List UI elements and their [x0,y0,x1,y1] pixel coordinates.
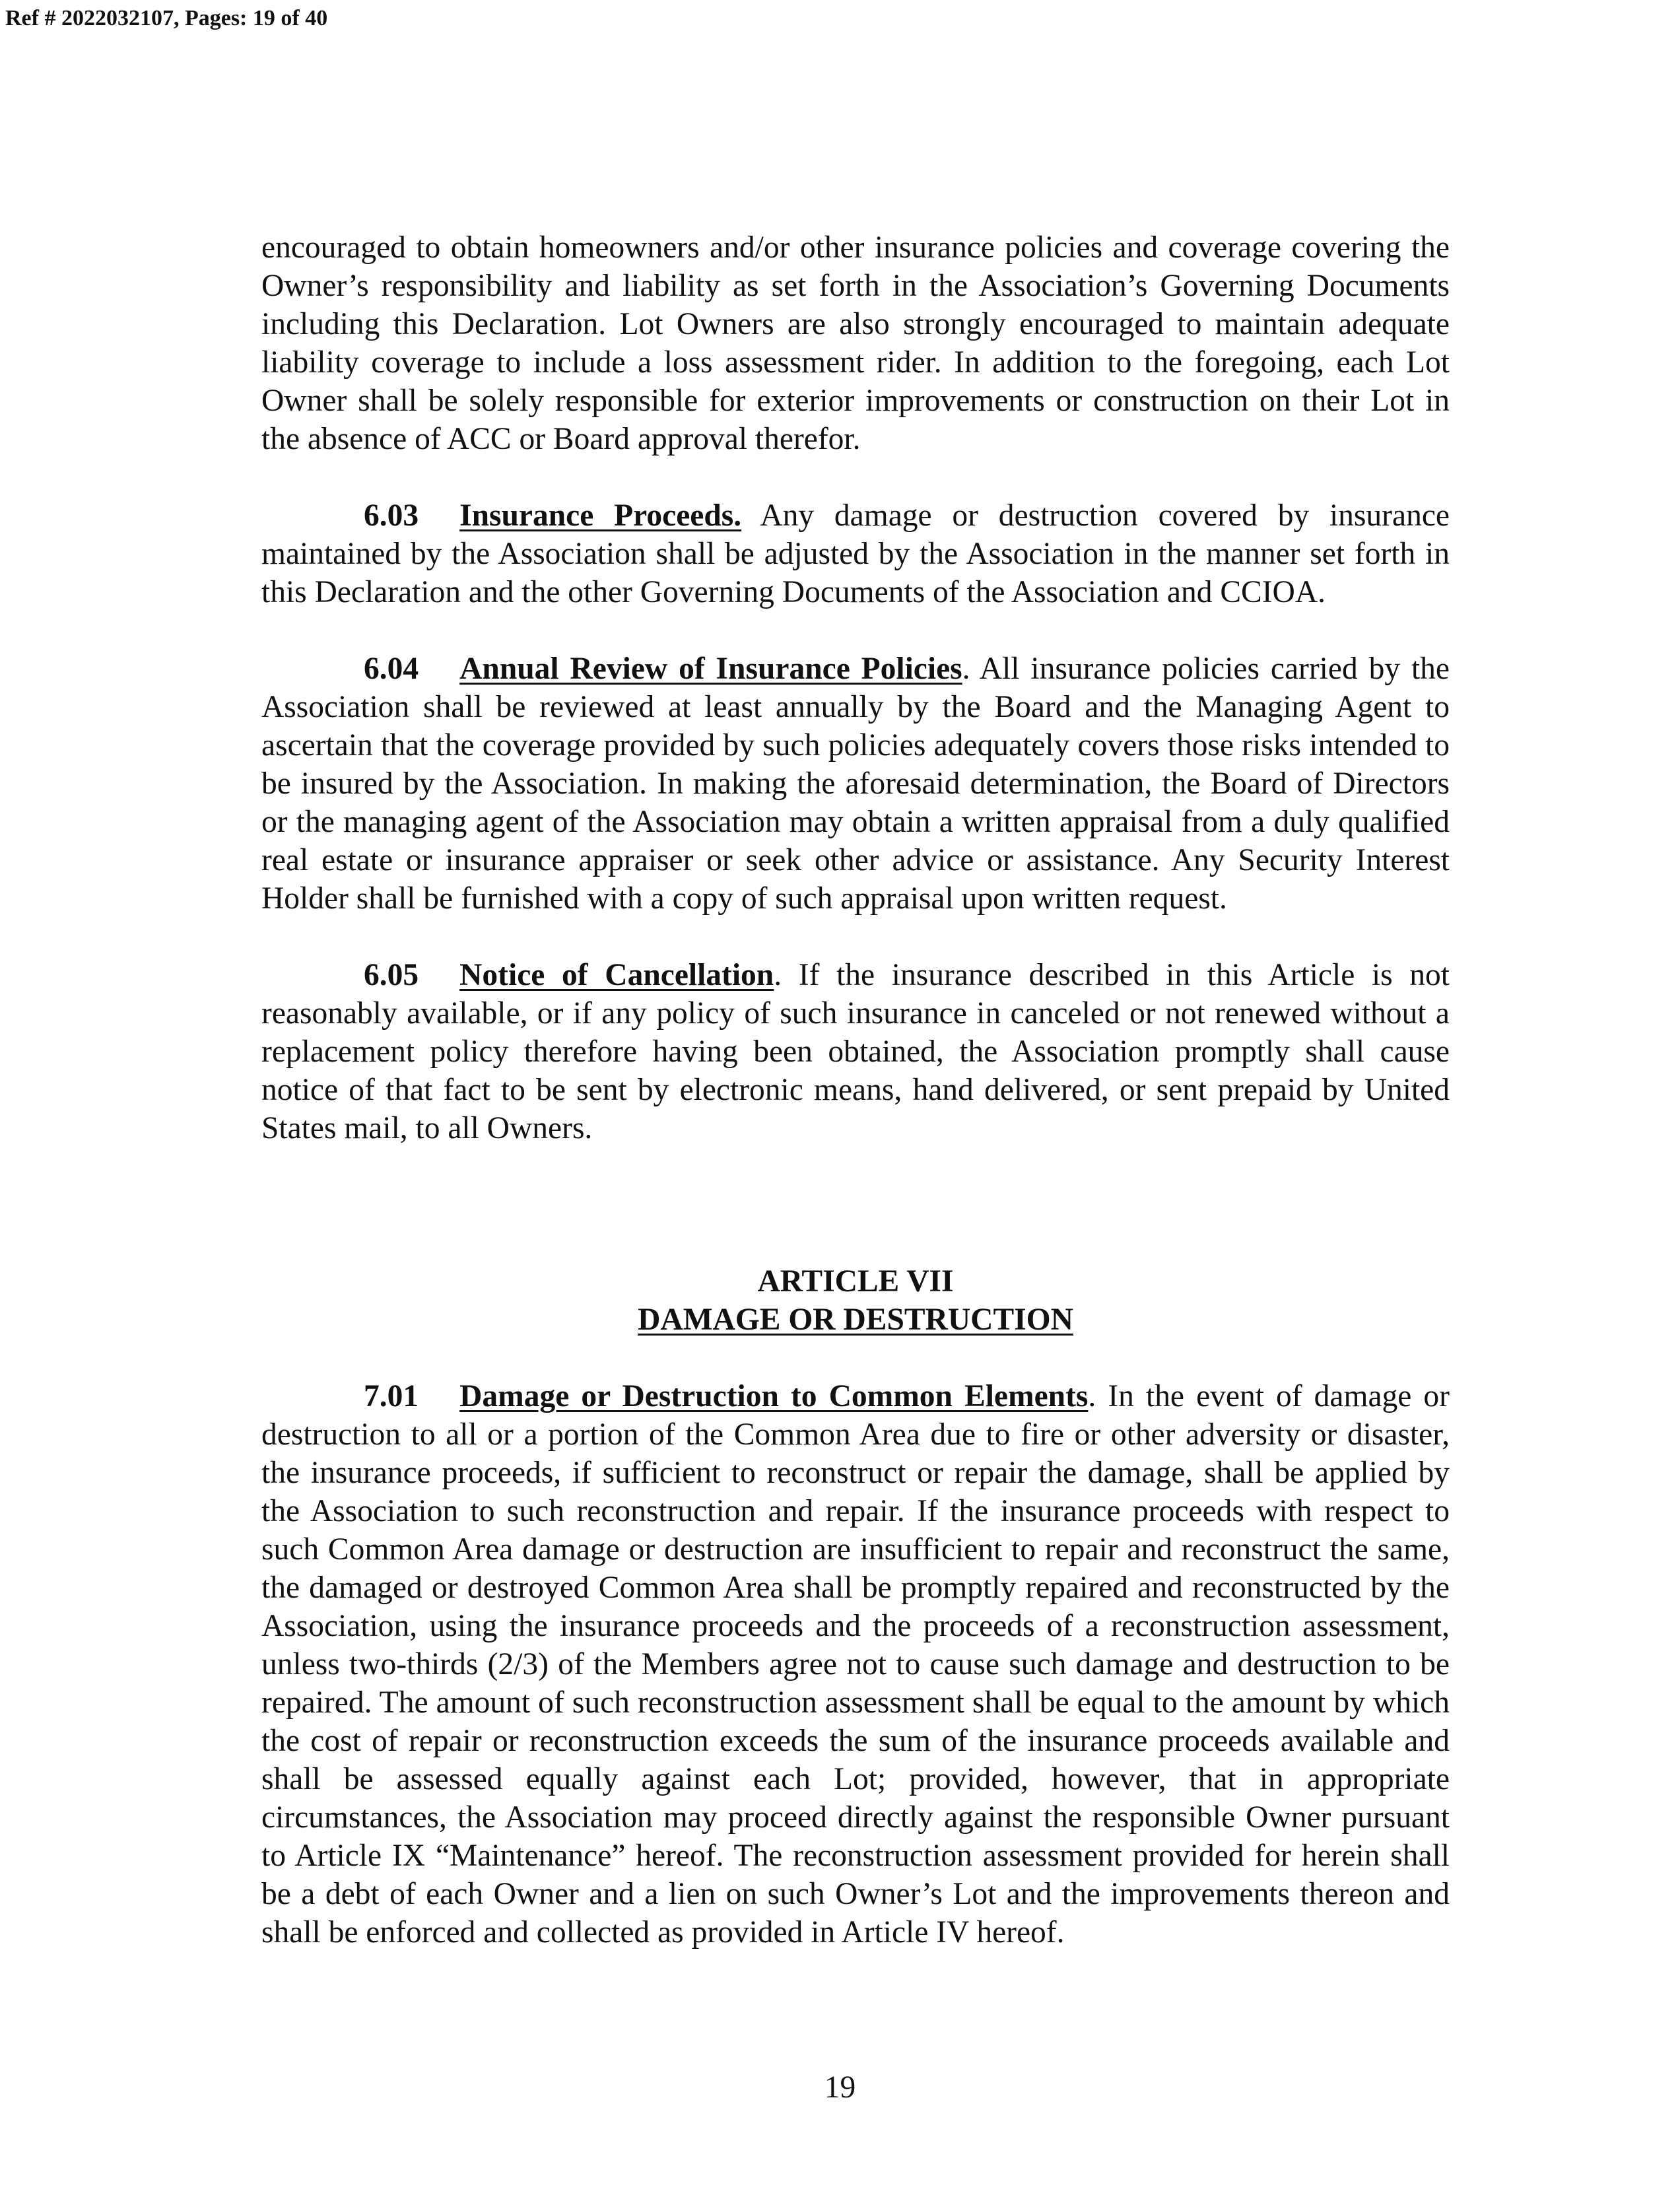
section-number: 6.05 [364,958,419,992]
section-number: 6.03 [364,498,419,533]
article-number: ARTICLE VII [757,1264,954,1299]
reference-header: Ref # 2022032107, Pages: 19 of 40 [5,6,328,30]
continuation-paragraph: encouraged to obtain homeowners and/or other insurance policies and coverage covering the Owner’s responsibility and liability as set forth in the Association’s Governing Documents including this Declaration. Lot Owners are also strongly encouraged to maintain adequate liability coverage to include a loss assessment rider. In addition to the foregoing, each Lot Owner shall be solely responsible for exterior improvements or construction on their Lot in the absence of ACC or Board approval therefor. [261,230,1450,456]
section-number: 7.01 [364,1379,419,1413]
section-title: Damage or Destruction to Common Elements [459,1379,1089,1413]
document-body [261,228,1450,1951]
section-7-01 [261,1377,1450,1951]
section-text: Any damage or destruction covered by insurance maintained by the Association shall be adjusted by the Association in the manner set forth in this Declaration and the other Governing Documents of the Association and CCIOA. [261,498,1450,609]
section-title: Notice of Cancellation [459,958,774,992]
article-heading [261,1262,1450,1339]
section-6-04 [261,650,1450,918]
section-text: . In the event of damage or destruction to all or a portion of the Common Area due to fire or other adversity or disaster, the insurance proceeds, if sufficient to reconstruct or repair the damage, shall be applied by the Association to such reconstruction and repair. If the insurance proceeds with respect to such Common Area damage or destruction are insufficient to repair and reconstruct the same, the damaged or destroyed Common Area shall be promptly repaired and reconstructed by the Association, using the insurance proceeds and the proceeds of a reconstruction assessment, unless two-thirds (2/3) of the Members agree not to cause such damage and destruction to be repaired. The amount of such reconstruction assessment shall be equal to the amount by which the cost of repair or reconstruction exceeds the sum of the insurance proceeds available and shall be assessed equally against each Lot; provided, however, that in appropriate circumstances, the Association may proceed directly against the responsible Owner pursuant to Article IX “Maintenance” hereof. The reconstruction assessment provided for herein shall be a debt of each Owner and a lien on such Owner’s Lot and the improvements thereon and shall be enforced and collected as provided in Article IV hereof. [261,1379,1450,1949]
section-6-05 [261,956,1450,1147]
page-number: 19 [824,2070,856,2105]
article-title: DAMAGE OR DESTRUCTION [638,1303,1073,1337]
section-title: Insurance Proceeds. [459,498,742,533]
section-6-03 [261,496,1450,611]
section-text: . If the insurance described in this Article is not reasonably available, or if any policy of such insurance in canceled or not renewed without a replacement policy therefore having been obtained, the Association promptly shall cause notice of that fact to be sent by electronic means, hand delivered, or sent prepaid by United States mail, to all Owners. [261,958,1450,1145]
section-text: . All insurance policies carried by the Association shall be reviewed at least annually by the Board and the Managing Agent to ascertain that the coverage provided by such policies adequately covers those risks intended to be insured by the Association. In making the aforesaid determination, the Board of Directors or the managing agent of the Association may obtain a written appraisal from a duly qualified real estate or insurance appraiser or seek other advice or assistance. Any Security Interest Holder shall be furnished with a copy of such appraisal upon written request. [261,652,1450,916]
section-number: 6.04 [364,652,419,686]
section-title: Annual Review of Insurance Policies [459,652,962,686]
